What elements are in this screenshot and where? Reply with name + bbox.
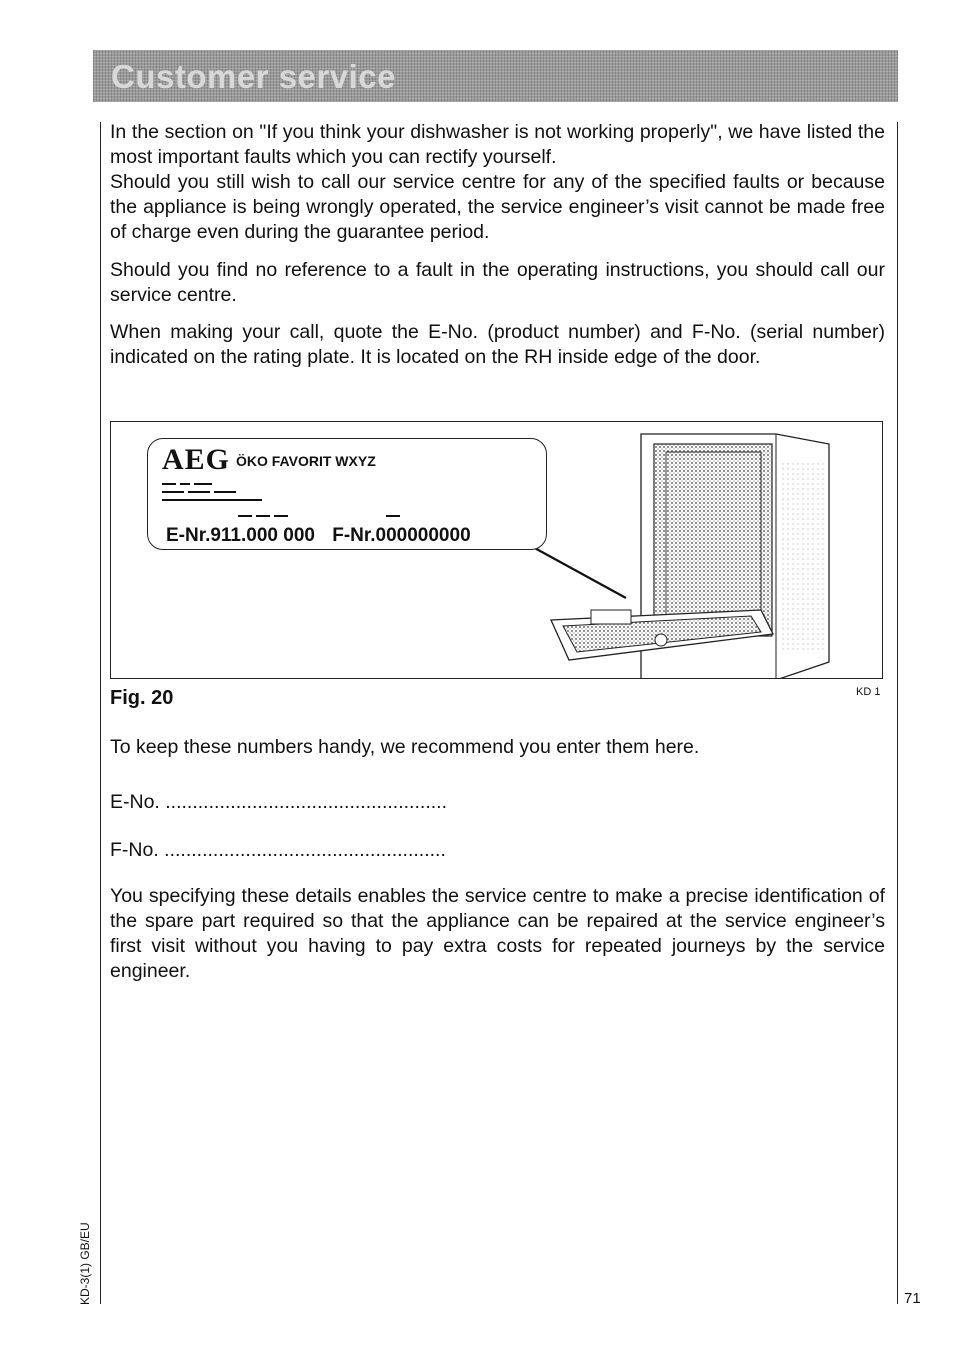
figure-rating-plate — [110, 421, 883, 679]
document-code: KD-3(1) GB/EU — [78, 1222, 92, 1305]
plate-line — [188, 491, 210, 493]
e-no-field: E-No. .................................................... — [110, 791, 447, 813]
plate-line — [214, 491, 236, 493]
brand-logo: AEG — [162, 443, 231, 476]
plate-line — [162, 491, 184, 493]
plate-line — [180, 483, 190, 485]
rating-plate — [147, 438, 547, 550]
page-number: 71 — [904, 1290, 921, 1307]
no-reference-paragraph: Should you find no reference to a fault in the operating instructions, you should call our service centre. — [110, 259, 885, 306]
rating-plate-paragraph: When making your call, quote the E-No. (product number) and F-No. (serial number) indicated on the rating plate. It is located on the RH inside edge of the door. — [110, 321, 885, 368]
charge-text: Should you still wish to call our service centre for any of the specified faults or because the appliance is being wrongly operated, the service engineer’s visit cannot be made free of charge even during the guarantee period. — [110, 171, 885, 243]
plate-line — [386, 515, 400, 517]
figure-caption: Fig. 20 — [110, 687, 174, 709]
plate-line — [162, 483, 176, 485]
plate-line — [274, 515, 288, 517]
plate-line — [256, 515, 270, 517]
left-margin-rule — [100, 122, 101, 1304]
page-title: Customer service — [111, 58, 396, 95]
header-band — [93, 50, 898, 102]
model-name: ÖKO FAVORIT WXYZ — [236, 453, 376, 469]
plate-line — [194, 483, 212, 485]
f-no-field: F-No. .................................................... — [110, 839, 446, 861]
recommend-paragraph: To keep these numbers handy, we recommend you enter them here. — [110, 736, 700, 758]
plate-line — [238, 515, 252, 517]
intro-text: In the section on "If you think your dishwasher is not working properly", we have listed the most important faults which you can rectify yourself. — [110, 121, 885, 168]
e-number: E-Nr.911.000 000 — [166, 525, 315, 546]
plate-numbers — [166, 525, 483, 547]
intro-paragraph — [110, 120, 885, 245]
f-number: F-Nr.000000000 — [332, 525, 471, 546]
plate-line — [162, 499, 262, 501]
right-margin-rule — [897, 122, 898, 1304]
details-paragraph: You specifying these details enables the service centre to make a precise identification of the spare part required so that the appliance can be repaired at the service engineer’s first visit without you having to pay extra costs for repeated journeys by the service engineer. — [110, 885, 885, 982]
figure-code: KD 1 — [856, 686, 881, 698]
